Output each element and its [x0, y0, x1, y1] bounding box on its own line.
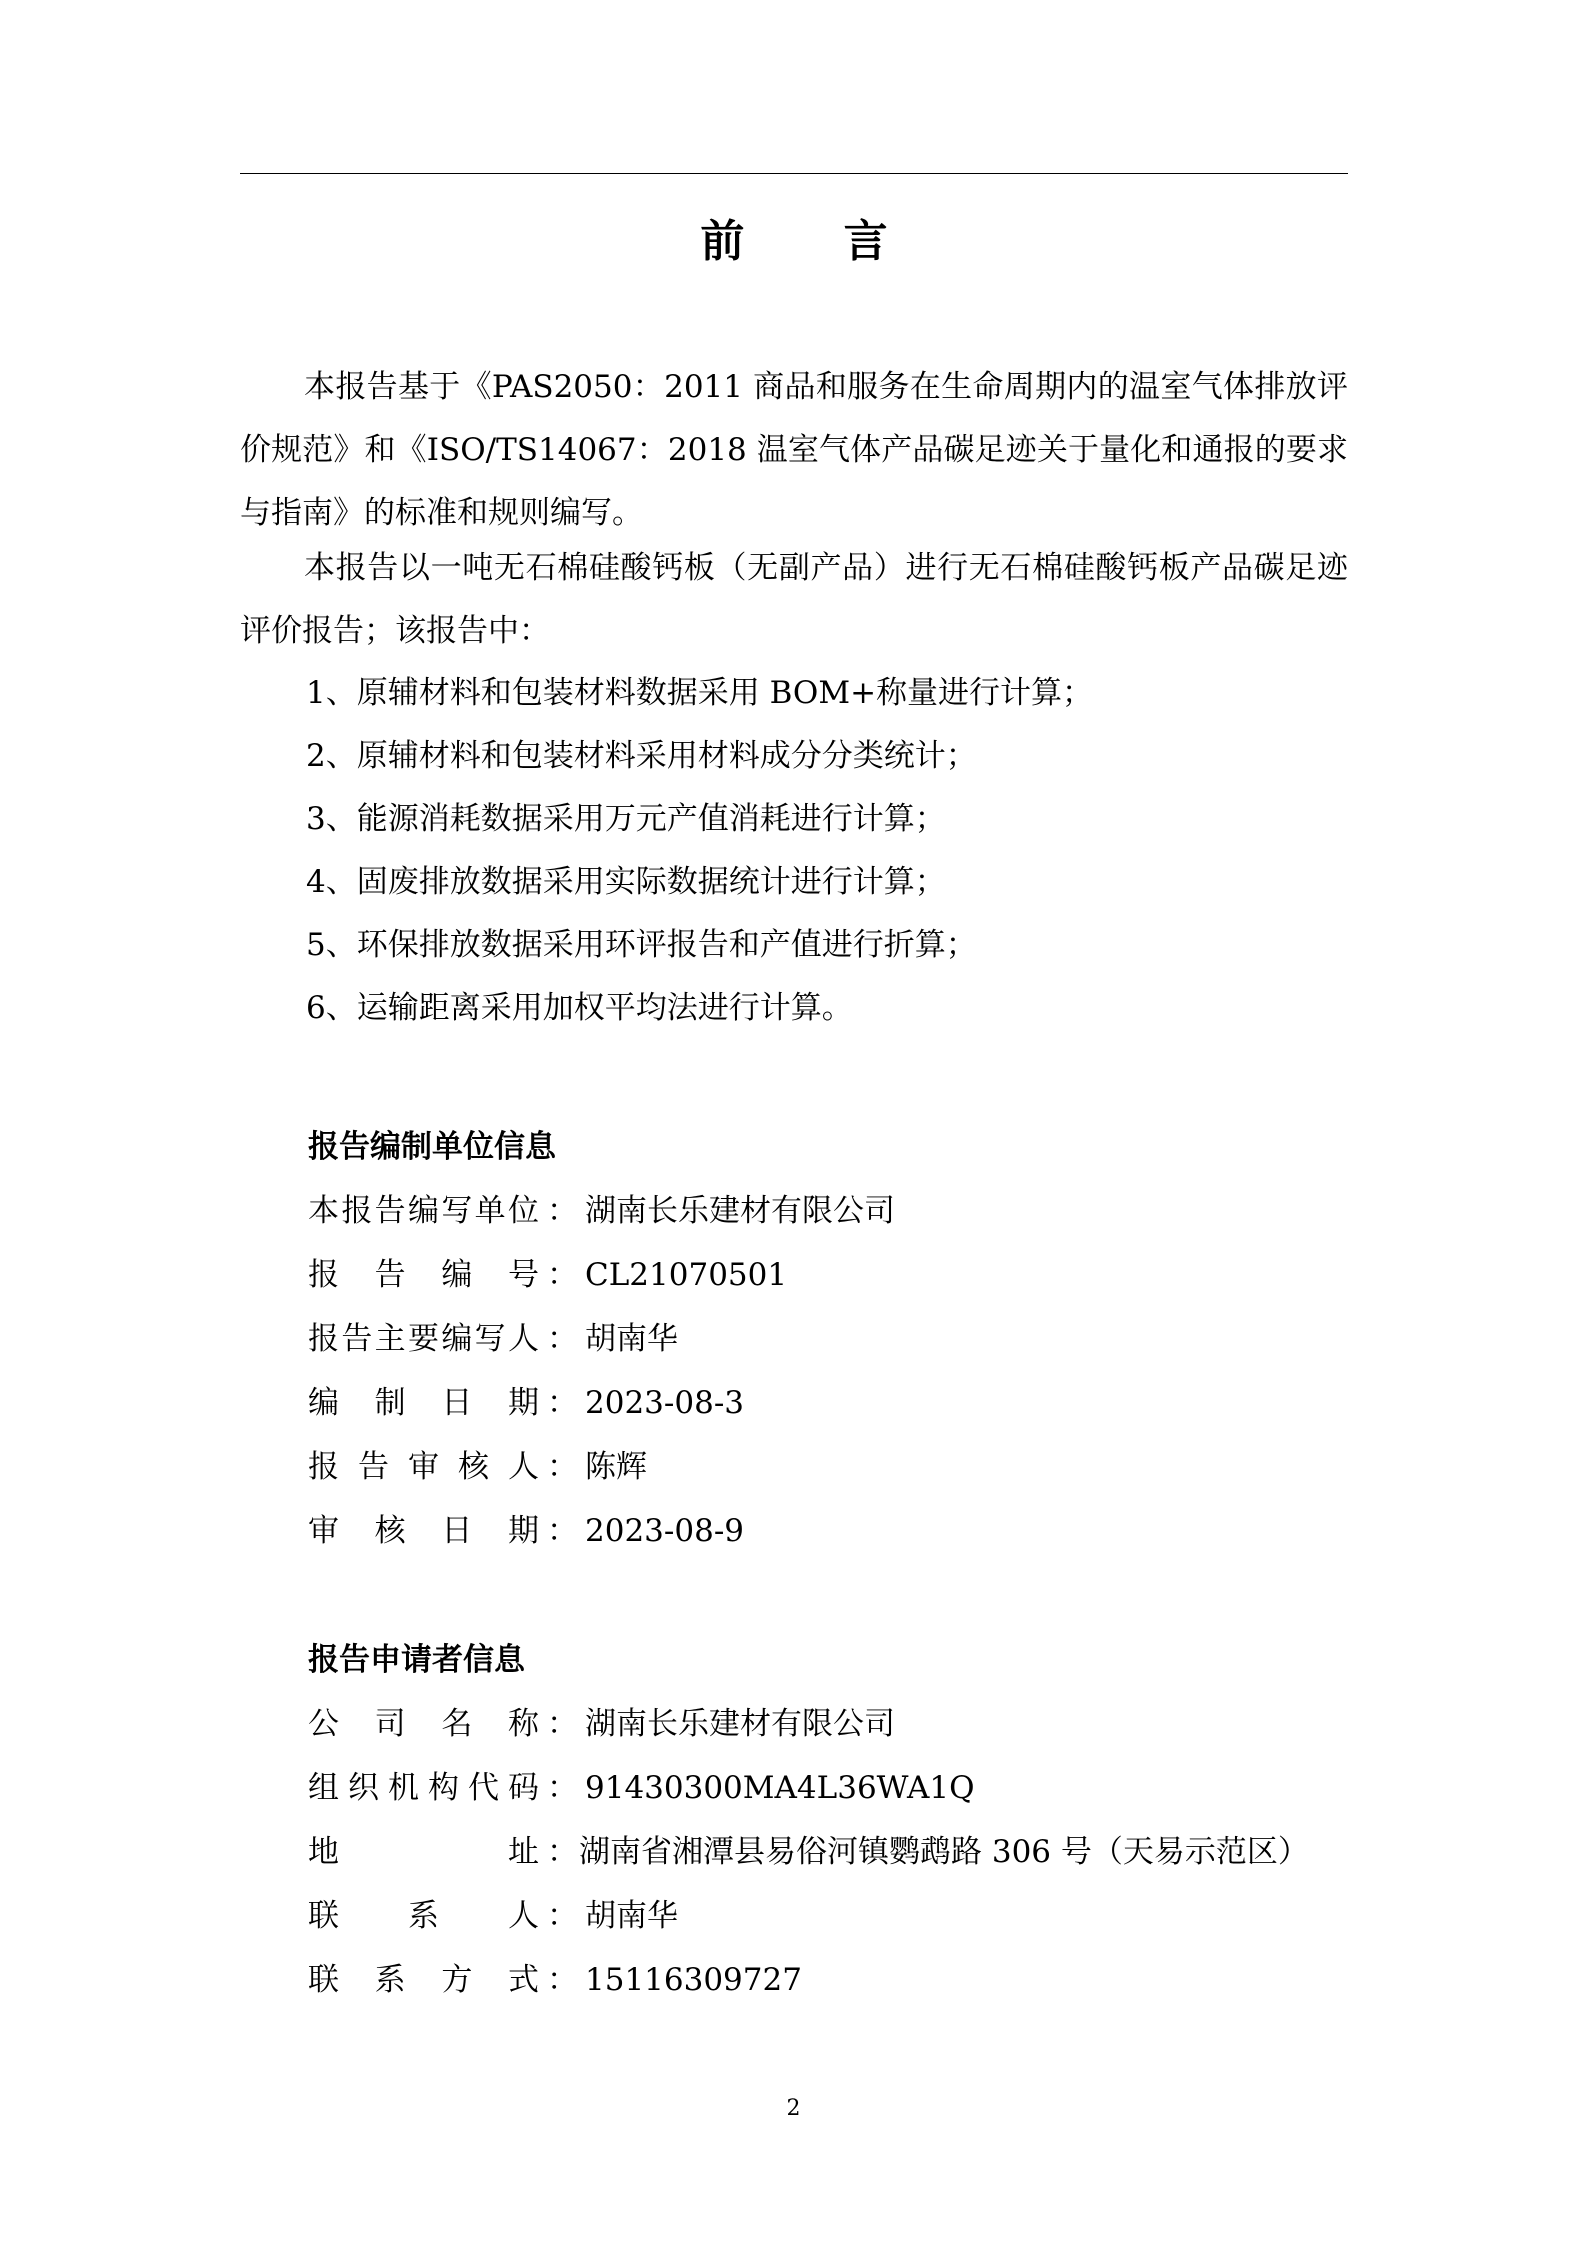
label-char: 织: [348, 1770, 379, 1806]
label-char: 日: [441, 1385, 473, 1421]
label-char: 报: [308, 1321, 339, 1357]
label-char: 告: [341, 1321, 373, 1357]
label-char: 期: [507, 1513, 539, 1549]
label-char: 系: [408, 1898, 439, 1934]
label-char: 审: [308, 1513, 339, 1549]
label-char: 核: [374, 1513, 406, 1549]
info-label: [308, 1768, 539, 1808]
page-title: 前 言: [700, 216, 930, 267]
colon: ：: [547, 1321, 578, 1357]
list-item: 6、运输距离采用加权平均法进行计算。: [306, 990, 853, 1026]
colon: ：: [547, 1513, 578, 1549]
info-value: 陈辉: [585, 1449, 647, 1485]
info-value: 15116309727: [585, 1962, 802, 1998]
label-char: 写: [474, 1321, 506, 1357]
info-value: 湖南长乐建材有限公司: [585, 1706, 895, 1742]
applicant-section-heading: 报告申请者信息: [308, 1642, 525, 1678]
colon: ：: [547, 1257, 578, 1293]
compiler-section-heading: 报告编制单位信息: [308, 1129, 556, 1165]
intro-paragraph: 本报告基于《PAS2050：2011 商品和服务在生命周期内的温室气体排放评价规范》和《ISO/TS14067：2018 温室气体产品碳足迹关于量化和通报的要求与指南》的标准和规则编写。: [240, 369, 1348, 531]
label-char: 代: [468, 1770, 499, 1806]
info-value: 胡南华: [585, 1321, 678, 1357]
label-char: 本: [308, 1193, 339, 1229]
colon: ：: [547, 1706, 578, 1742]
info-value: 湖南长乐建材有限公司: [585, 1193, 895, 1229]
label-char: 码: [508, 1770, 539, 1806]
colon: ：: [547, 1449, 578, 1485]
info-label: [308, 1319, 539, 1359]
info-label: [308, 1447, 539, 1487]
colon: ：: [547, 1962, 578, 1998]
label-char: 告: [374, 1257, 406, 1293]
info-label: [308, 1896, 539, 1936]
label-char: 联: [308, 1898, 339, 1934]
label-char: 人: [507, 1321, 539, 1357]
colon: ：: [547, 1193, 578, 1229]
label-char: 告: [358, 1449, 389, 1485]
label-char: 联: [308, 1962, 339, 1998]
label-char: 编: [441, 1321, 473, 1357]
info-label: [308, 1511, 539, 1551]
info-value: 湖南省湘潭县易俗河镇鹦鹉路 306 号（天易示范区）: [579, 1834, 1309, 1870]
label-char: 人: [508, 1898, 539, 1934]
label-char: 位: [507, 1193, 539, 1229]
label-char: 主: [374, 1321, 406, 1357]
info-value: 91430300MA4L36WA1Q: [585, 1770, 975, 1806]
colon: ：: [547, 1898, 578, 1934]
info-label: [308, 1960, 539, 2000]
label-char: 告: [374, 1193, 406, 1229]
info-value: 2023-08-3: [585, 1385, 745, 1421]
colon: ：: [547, 1770, 578, 1806]
label-char: 式: [507, 1962, 539, 1998]
label-char: 报: [308, 1449, 339, 1485]
label-char: 期: [507, 1385, 539, 1421]
info-label: [308, 1704, 539, 1744]
list-item: 5、环保排放数据采用环评报告和产值进行折算；: [306, 927, 977, 963]
label-char: 公: [308, 1706, 339, 1742]
header-rule: [240, 173, 1348, 174]
label-char: 编: [308, 1385, 339, 1421]
label-char: 机: [388, 1770, 419, 1806]
label-char: 编: [407, 1193, 439, 1229]
list-item: 2、原辅材料和包装材料采用材料成分分类统计；: [306, 738, 977, 774]
label-char: 人: [508, 1449, 539, 1485]
info-label: [308, 1255, 539, 1295]
label-char: 名: [441, 1706, 473, 1742]
label-char: 单: [474, 1193, 506, 1229]
page-number: 2: [786, 2096, 801, 2121]
list-item: 3、能源消耗数据采用万元产值消耗进行计算；: [306, 801, 946, 837]
label-char: 方: [441, 1962, 473, 1998]
colon: ：: [547, 1385, 578, 1421]
info-value: 胡南华: [585, 1898, 678, 1934]
label-char: 审: [408, 1449, 439, 1485]
info-value: 2023-08-9: [585, 1513, 745, 1549]
info-value: CL21070501: [585, 1257, 788, 1293]
label-char: 核: [458, 1449, 489, 1485]
info-label: [308, 1191, 539, 1231]
label-char: 写: [441, 1193, 473, 1229]
label-char: 组: [308, 1770, 339, 1806]
label-char: 报: [308, 1257, 339, 1293]
label-char: 地: [308, 1834, 339, 1870]
list-item: 1、原辅材料和包装材料数据采用 BOM+称量进行计算；: [306, 675, 1094, 711]
info-label: [308, 1383, 539, 1423]
label-char: 构: [428, 1770, 459, 1806]
colon: ：: [547, 1834, 578, 1870]
list-item: 4、固废排放数据采用实际数据统计进行计算；: [306, 864, 946, 900]
label-char: 日: [441, 1513, 473, 1549]
label-char: 编: [441, 1257, 473, 1293]
label-char: 司: [374, 1706, 406, 1742]
label-char: 称: [507, 1706, 539, 1742]
label-char: 系: [374, 1962, 406, 1998]
label-char: 号: [507, 1257, 539, 1293]
label-char: 制: [374, 1385, 406, 1421]
label-char: 要: [407, 1321, 439, 1357]
scope-paragraph: 本报告以一吨无石棉硅酸钙板（无副产品）进行无石棉硅酸钙板产品碳足迹评价报告；该报告中：: [240, 550, 1348, 649]
label-char: 报: [341, 1193, 373, 1229]
label-char: 址: [508, 1834, 539, 1870]
info-label: [308, 1832, 539, 1872]
